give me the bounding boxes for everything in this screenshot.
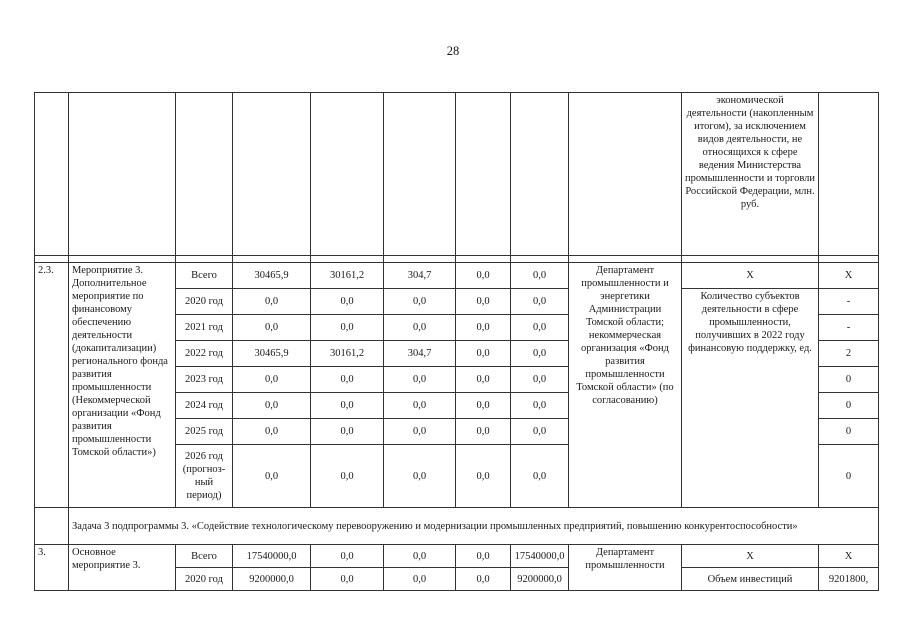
value-total: 17540000,0 [233,545,311,568]
indicator-value: Х [819,545,879,568]
measure-name: Мероприятие 3. Дополнительное мероприятие по финансовому обеспечению деятельности (докапитализации) регионального фонда развития промышленности (Некоммерческой организации «Фонд развития промышленности Томской области») [69,263,176,508]
value-extra: 0,0 [511,341,569,367]
year-label: Всего [176,263,233,289]
value-total: 0,0 [233,393,311,419]
value-federal: 0,0 [311,367,384,393]
program-table [34,92,879,591]
value-local: 0,0 [456,263,511,289]
value-federal: 30161,2 [311,263,384,289]
value-total: 0,0 [233,315,311,341]
year-label: 2020 год [176,289,233,315]
value-federal: 0,0 [311,568,384,591]
year-label: 2024 год [176,393,233,419]
value-total: 9200000,0 [233,568,311,591]
value-regional: 0,0 [384,419,456,445]
value-extra: 0,0 [511,315,569,341]
table-row [35,263,879,289]
value-total: 0,0 [233,419,311,445]
value-local: 0,0 [456,393,511,419]
spacer-row [35,256,879,263]
year-label: 2020 год [176,568,233,591]
value-federal: 0,0 [311,419,384,445]
value-regional: 304,7 [384,263,456,289]
indicator-value: 2 [819,341,879,367]
value-extra: 0,0 [511,393,569,419]
indicator-continued: экономической деятельности (накопленным итогом), за исключением видов деятельности, не относящихся к сфере ведения Министерства промышленности и торговли Российской Федерации, млн. руб. [682,93,819,256]
continued-row [35,93,879,256]
value-regional: 0,0 [384,568,456,591]
value-extra: 0,0 [511,263,569,289]
year-label: 2021 год [176,315,233,341]
value-federal: 0,0 [311,315,384,341]
year-label: Всего [176,545,233,568]
executor: Департамент промышленности [569,545,682,591]
value-extra: 0,0 [511,419,569,445]
value-regional: 0,0 [384,545,456,568]
year-label: 2026 год (прогноз-ный период) [176,445,233,508]
value-local: 0,0 [456,341,511,367]
value-federal: 0,0 [311,545,384,568]
value-local: 0,0 [456,568,511,591]
value-regional: 0,0 [384,367,456,393]
indicator-value: - [819,289,879,315]
value-regional: 0,0 [384,393,456,419]
table-body [35,93,879,591]
indicator-name: Х [682,545,819,568]
value-total: 0,0 [233,445,311,508]
value-regional: 0,0 [384,445,456,508]
page-number: 28 [446,44,460,58]
indicator-value: 9201800, [819,568,879,591]
value-extra: 0,0 [511,445,569,508]
indicator-value: 0 [819,419,879,445]
task-row [35,508,879,545]
value-local: 0,0 [456,289,511,315]
indicator-value: 0 [819,393,879,419]
indicator-name: Количество субъектов деятельности в сфере промышленности, получивших в 2022 году финансовую поддержку, ед. [682,289,819,508]
value-total: 30465,9 [233,341,311,367]
value-regional: 0,0 [384,315,456,341]
value-federal: 0,0 [311,445,384,508]
task-title: Задача 3 подпрограммы 3. «Содействие технологическому перевооружению и модернизации промышленных предприятий, повышению конкурентоспособности» [69,508,879,545]
value-regional: 0,0 [384,289,456,315]
value-local: 0,0 [456,419,511,445]
value-total: 0,0 [233,289,311,315]
indicator-value: - [819,315,879,341]
value-local: 0,0 [456,315,511,341]
row-number: 3. [35,545,69,591]
value-extra: 17540000,0 [511,545,569,568]
indicator-name: Объем инвестиций [682,568,819,591]
value-total: 0,0 [233,367,311,393]
value-extra: 9200000,0 [511,568,569,591]
year-label: 2025 год [176,419,233,445]
row-number: 2.3. [35,263,69,508]
value-federal: 0,0 [311,289,384,315]
table-cell [35,508,69,545]
value-local: 0,0 [456,545,511,568]
value-local: 0,0 [456,367,511,393]
value-federal: 0,0 [311,393,384,419]
measure-name: Основное мероприятие 3. [69,545,176,591]
executor: Департамент промышленности и энергетики Администрации Томской области; некоммерческая организация «Фонд развития промышленности Томской области» (по согласованию) [569,263,682,508]
value-local: 0,0 [456,445,511,508]
indicator-cell: Х [682,263,819,289]
indicator-value: 0 [819,445,879,508]
value-extra: 0,0 [511,289,569,315]
value-total: 30465,9 [233,263,311,289]
indicator-value: 0 [819,367,879,393]
value-extra: 0,0 [511,367,569,393]
year-label: 2023 год [176,367,233,393]
indicator-value: Х [819,263,879,289]
year-label: 2022 год [176,341,233,367]
value-regional: 304,7 [384,341,456,367]
value-federal: 30161,2 [311,341,384,367]
table-row [35,545,879,568]
